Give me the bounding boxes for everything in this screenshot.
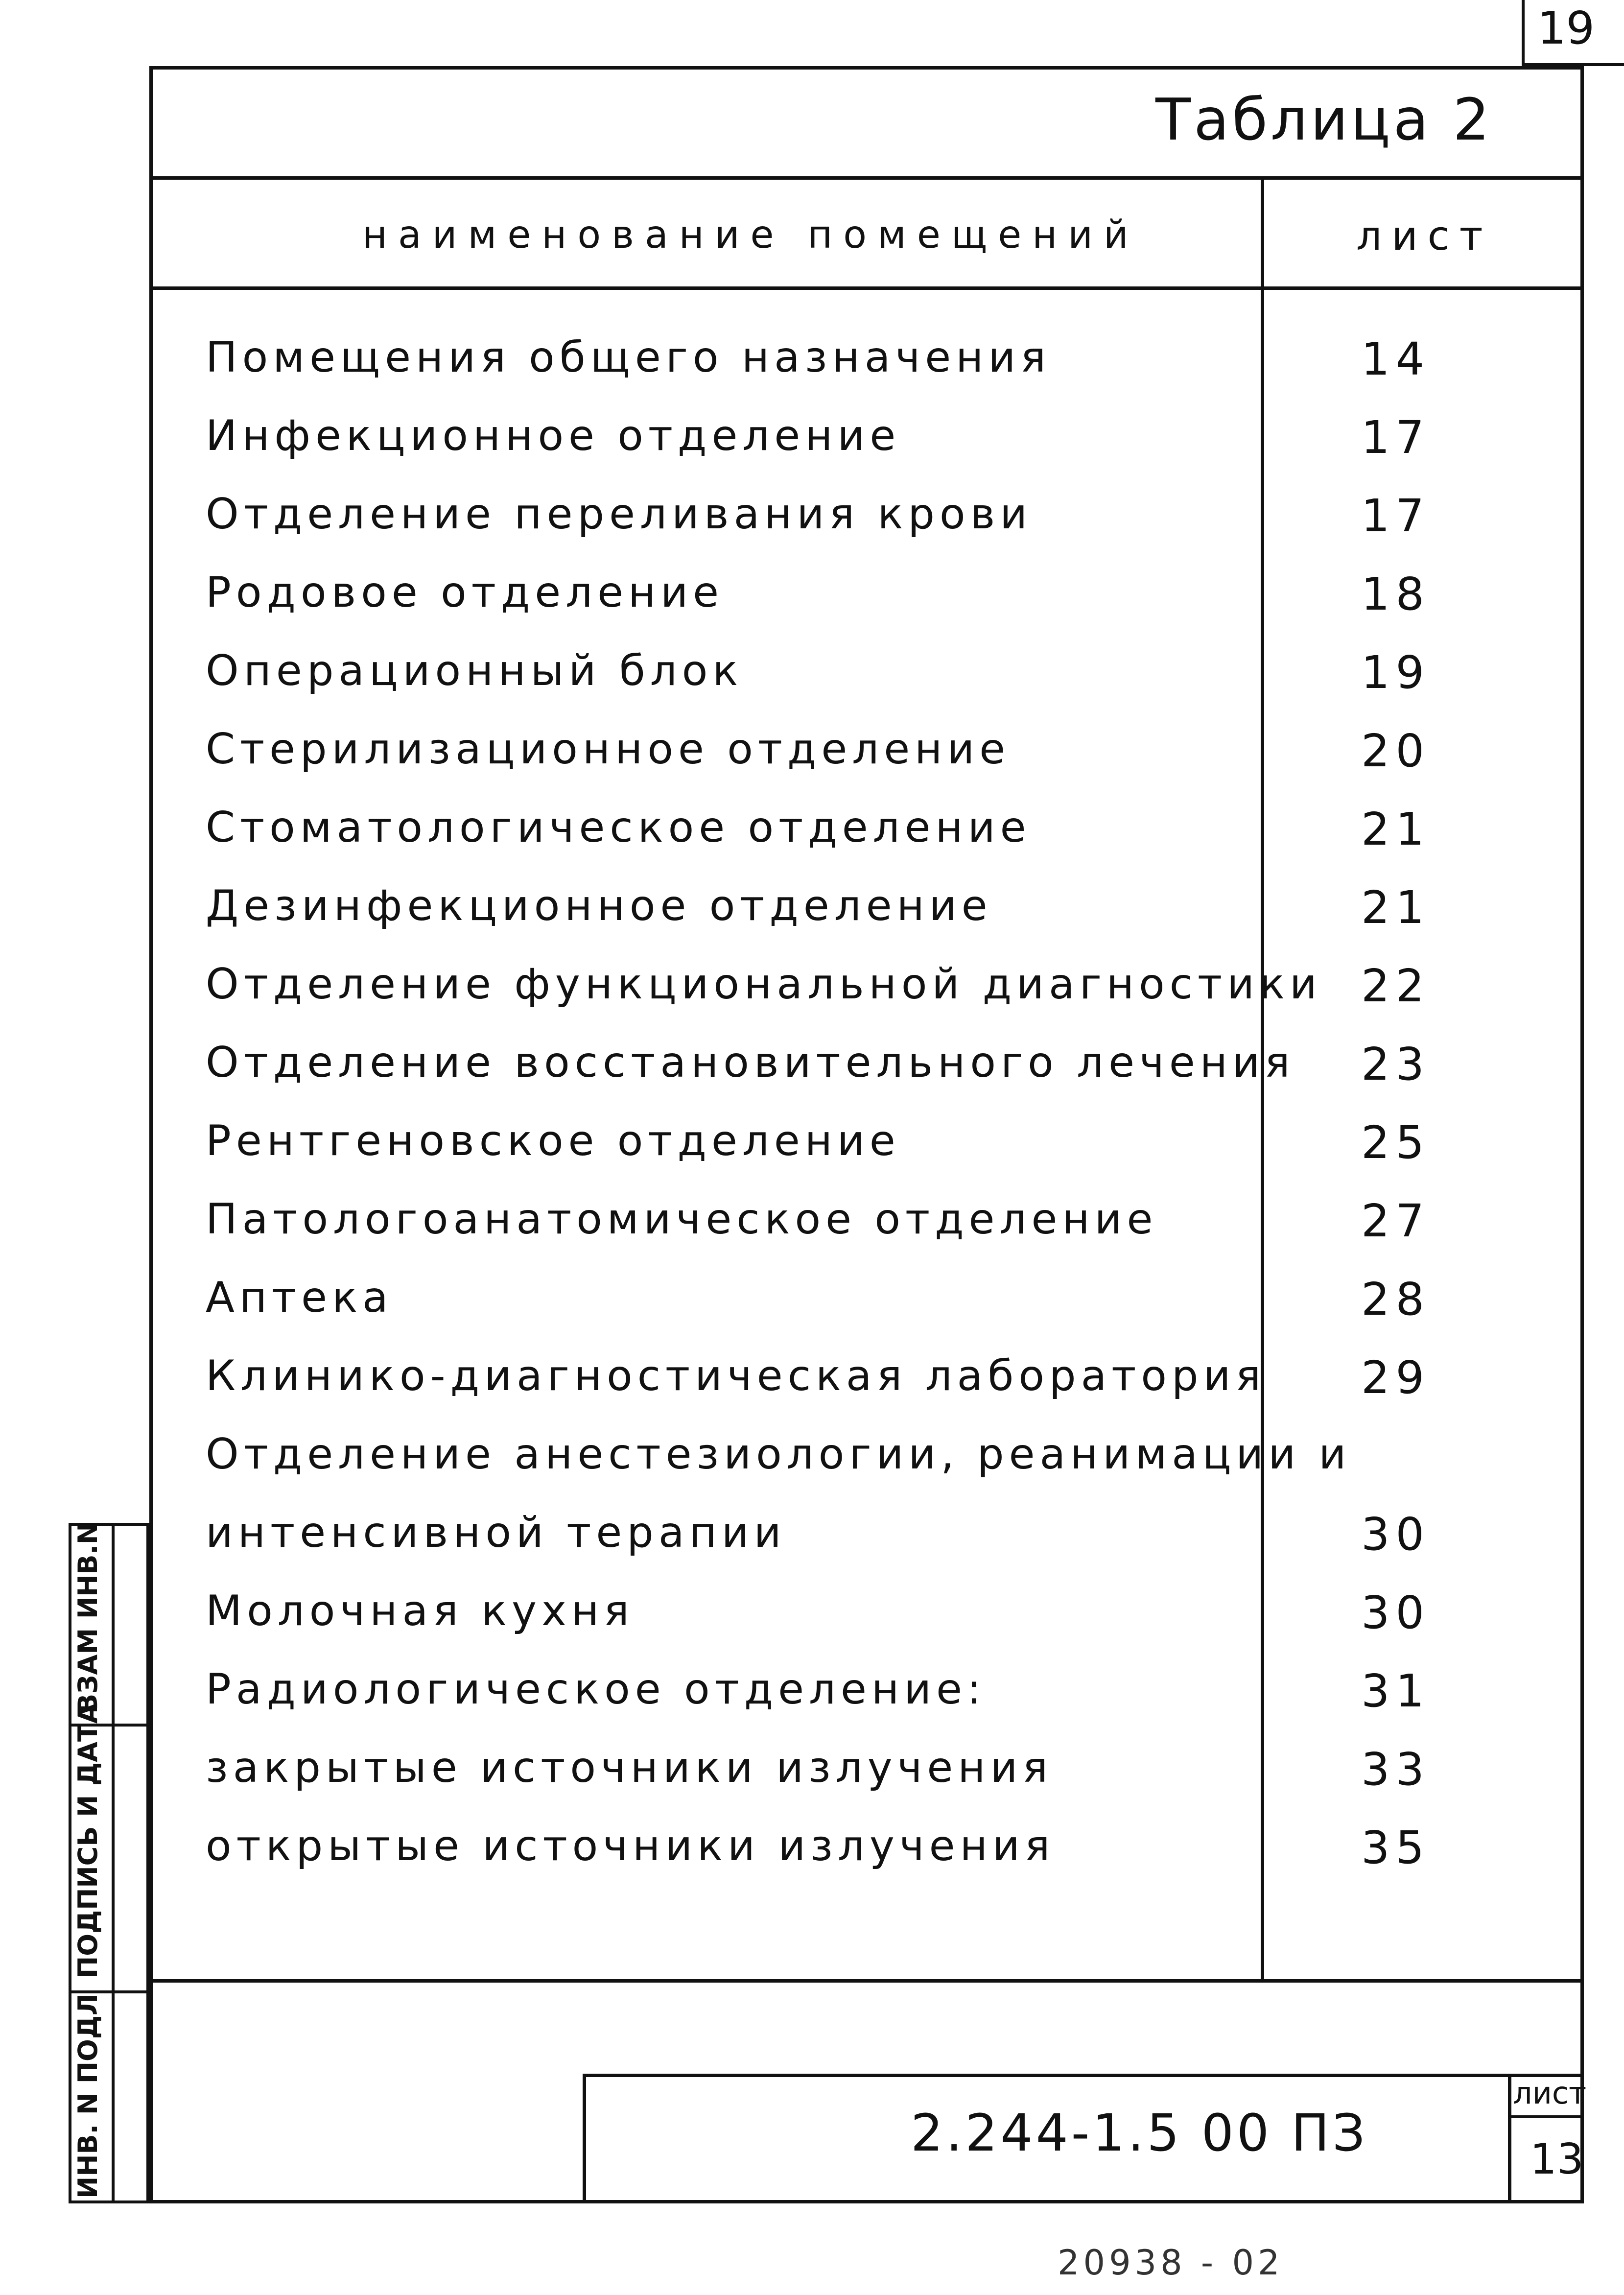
table-row bbox=[162, 490, 1572, 558]
sheet-number: 27 bbox=[1361, 1195, 1431, 1247]
table-row bbox=[162, 646, 1572, 715]
room-name: Инфекционное отделение bbox=[206, 411, 901, 460]
table-row bbox=[162, 1430, 1572, 1498]
room-name: Операционный блок bbox=[206, 646, 743, 695]
table-row bbox=[162, 1508, 1572, 1577]
room-name: Молочная кухня bbox=[206, 1586, 634, 1635]
room-name: Патологоанатомическое отделение bbox=[206, 1195, 1158, 1244]
table-row bbox=[162, 725, 1572, 793]
header-divider bbox=[149, 286, 1584, 290]
sheet-number: 17 bbox=[1361, 411, 1431, 464]
sheet-number: 17 bbox=[1361, 490, 1431, 542]
document-code: 2.244-1.5 00 ПЗ bbox=[911, 2103, 1368, 2163]
sheet-number: 28 bbox=[1361, 1273, 1431, 1325]
room-name: закрытые источники излучения bbox=[206, 1743, 1053, 1792]
title-block-sheet-line bbox=[1508, 2115, 1584, 2118]
room-name: Стоматологическое отделение bbox=[206, 803, 1031, 852]
table-caption: Таблица 2 bbox=[1155, 86, 1493, 153]
sheet-number: 30 bbox=[1361, 1508, 1431, 1561]
room-name: Родовое отделение bbox=[206, 568, 724, 617]
table-row bbox=[162, 568, 1572, 637]
sheet-number: 21 bbox=[1361, 803, 1431, 855]
sheet-number: 22 bbox=[1361, 960, 1431, 1012]
margin-stamp-cell-line bbox=[69, 1990, 149, 1993]
stamp-inv-original: ИНВ. N ПОДЛ bbox=[72, 1993, 103, 2199]
stamp-signature-date: ПОДПИСЬ И ДАТА bbox=[72, 1703, 103, 1978]
table-row bbox=[162, 1116, 1572, 1185]
column-header-sheet: лист bbox=[1356, 213, 1493, 260]
room-name: интенсивной терапии bbox=[206, 1508, 786, 1557]
stamp-inv-replace: ВЗАМ ИНВ.N bbox=[72, 1522, 103, 1714]
table-row bbox=[162, 1822, 1572, 1890]
table-row bbox=[162, 1665, 1572, 1733]
table-row bbox=[162, 960, 1572, 1028]
table-row bbox=[162, 1038, 1572, 1107]
room-name: Клинико-диагностическая лаборатория bbox=[206, 1351, 1266, 1400]
caption-divider bbox=[149, 176, 1584, 180]
sheet-number-box: 13 bbox=[1530, 2135, 1584, 2184]
room-name: открытые источники излучения bbox=[206, 1822, 1055, 1870]
room-name: Отделение функциональной диагностики bbox=[206, 960, 1322, 1009]
sheet-number: 18 bbox=[1361, 568, 1431, 620]
sheet-number: 19 bbox=[1361, 646, 1431, 699]
sheet-number: 21 bbox=[1361, 881, 1431, 934]
room-name: Радиологическое отделение: bbox=[206, 1665, 986, 1714]
room-name: Дезинфекционное отделение bbox=[206, 881, 992, 930]
table-row bbox=[162, 1195, 1572, 1263]
column-header-name: наименование помещений bbox=[362, 213, 1139, 257]
room-name: Помещения общего назначения bbox=[206, 333, 1051, 382]
room-name: Рентгеновское отделение bbox=[206, 1116, 900, 1165]
page-number: 19 bbox=[1537, 2, 1595, 54]
title-block-sheet-divider bbox=[1508, 2074, 1511, 2203]
archive-number: 20938 - 02 bbox=[1058, 2243, 1284, 2283]
room-name: Отделение переливания крови bbox=[206, 490, 1033, 539]
sheet-number: 23 bbox=[1361, 1038, 1431, 1090]
room-name: Стерилизационное отделение bbox=[206, 725, 1011, 774]
sheet-number: 30 bbox=[1361, 1586, 1431, 1639]
table-row bbox=[162, 803, 1572, 872]
table-row bbox=[162, 333, 1572, 402]
room-name: Отделение анестезиологии, реанимации и bbox=[206, 1430, 1351, 1479]
sheet-number: 31 bbox=[1361, 1665, 1431, 1717]
sheet-number: 33 bbox=[1361, 1743, 1431, 1796]
sheet-number: 35 bbox=[1361, 1822, 1431, 1874]
table-row bbox=[162, 1743, 1572, 1812]
room-name: Отделение восстановительного лечения bbox=[206, 1038, 1295, 1087]
table-row bbox=[162, 1273, 1572, 1342]
sheet-label: лист bbox=[1513, 2075, 1587, 2111]
table-row bbox=[162, 881, 1572, 950]
margin-stamp-divider bbox=[112, 1523, 115, 2203]
table-row bbox=[162, 1351, 1572, 1420]
sheet-number: 20 bbox=[1361, 725, 1431, 777]
sheet-number: 29 bbox=[1361, 1351, 1431, 1404]
table-row bbox=[162, 1586, 1572, 1655]
sheet-number: 25 bbox=[1361, 1116, 1431, 1169]
table-row bbox=[162, 411, 1572, 480]
room-name: Аптека bbox=[206, 1273, 393, 1322]
sheet-number: 14 bbox=[1361, 333, 1431, 385]
table-bottom-line bbox=[149, 1979, 1584, 1983]
